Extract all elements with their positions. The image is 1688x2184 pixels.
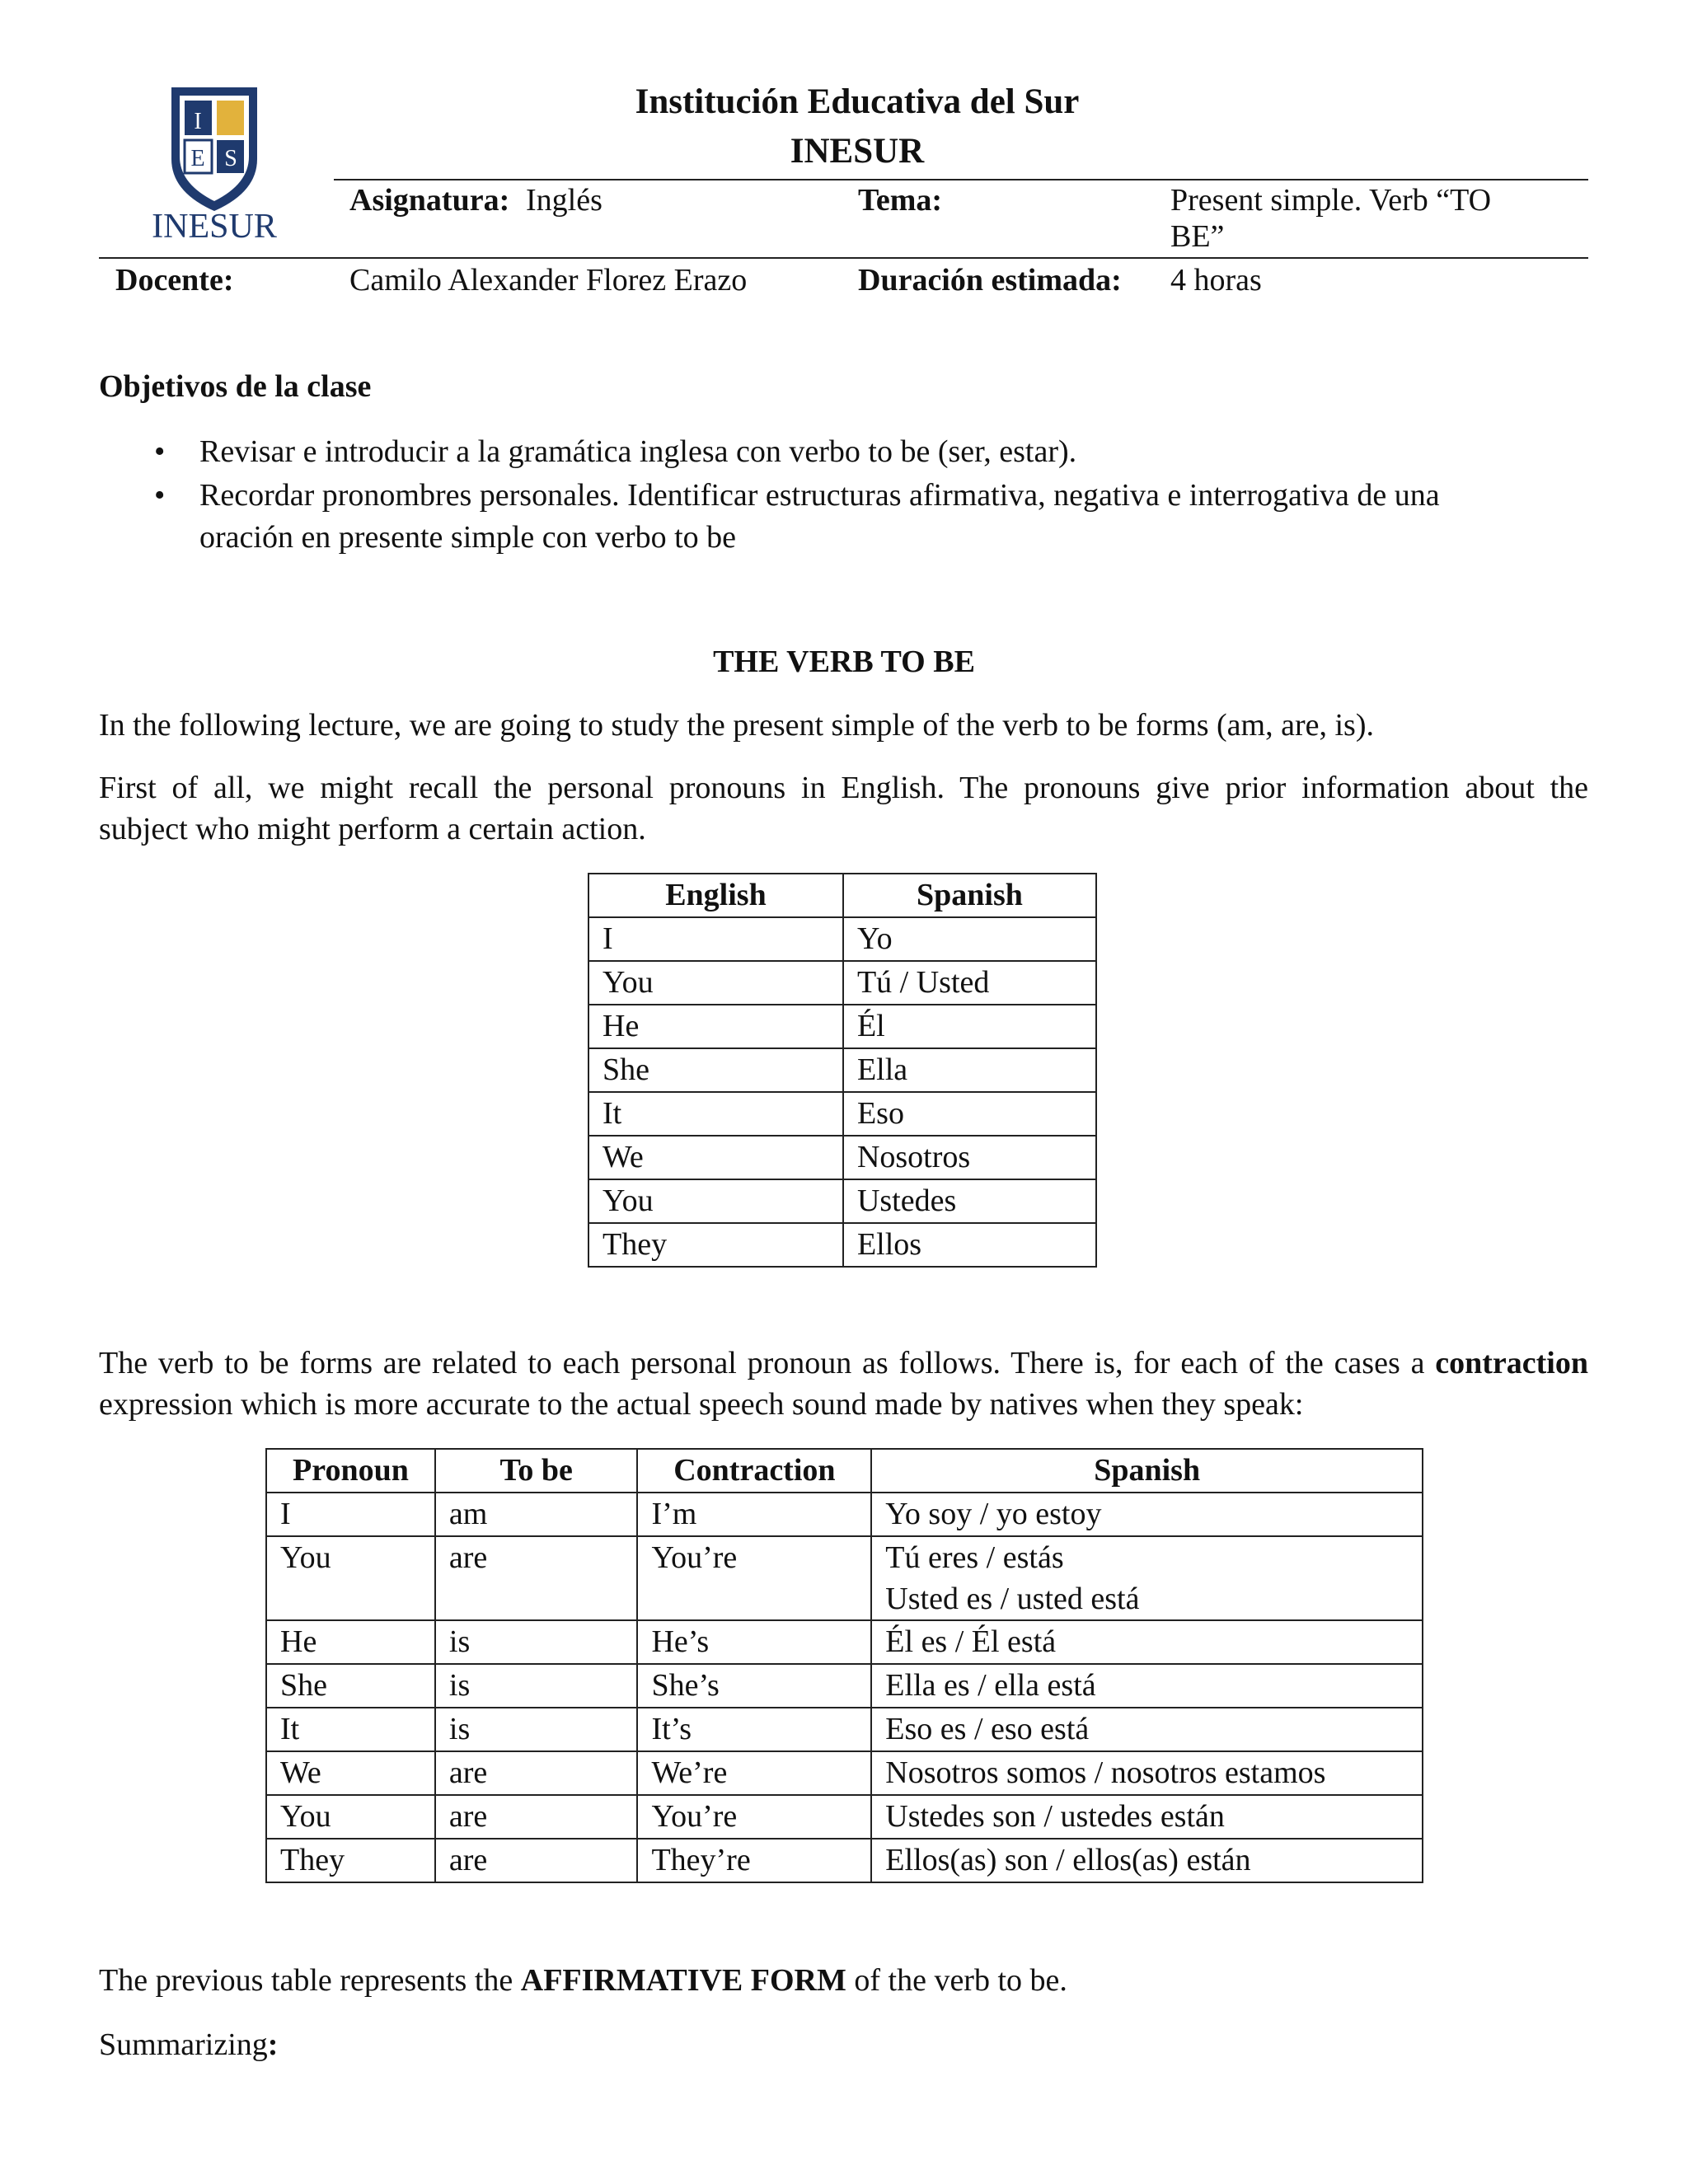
table-cell: is: [435, 1708, 638, 1751]
table-cell: You: [588, 1179, 843, 1223]
institution-name: Institución Educativa del Sur: [635, 82, 1080, 121]
objective-text: Revisar e introducir a la gramática inglesa con verbo to be (ser, estar).: [199, 434, 1077, 469]
topic-label: Tema:: [858, 183, 943, 218]
column-header: Contraction: [637, 1449, 871, 1493]
table-row: [588, 1005, 1096, 1048]
logo-letter-i: I: [194, 109, 202, 134]
table-row: [588, 961, 1096, 1005]
subject-label: Asignatura:: [349, 183, 510, 218]
contraction-emphasis: contraction: [1435, 1346, 1588, 1380]
objectives-list: [99, 431, 1591, 560]
verb-table: [265, 1448, 1423, 1883]
table-cell: Nosotros: [843, 1136, 1096, 1179]
logo-letter-s: S: [224, 146, 237, 171]
affirmative-note-text: The previous table represents the: [99, 1963, 521, 1998]
table-cell: It: [266, 1708, 435, 1751]
objectives-heading: Objetivos de la clase: [99, 369, 372, 404]
table-row: [588, 1136, 1096, 1179]
table-cell: Ella es / ella está: [871, 1664, 1423, 1708]
table-cell: You: [266, 1795, 435, 1839]
table-cell: am: [435, 1493, 638, 1536]
affirmative-note: [99, 1960, 1067, 2001]
table-cell: He’s: [637, 1620, 871, 1664]
table-cell: are: [435, 1795, 638, 1839]
table-cell: Ustedes: [843, 1179, 1096, 1223]
table-cell: It’s: [637, 1708, 871, 1751]
affirmative-emphasis: AFFIRMATIVE FORM: [520, 1963, 846, 1998]
objective-item: [99, 431, 1591, 473]
table-cell: Eso: [843, 1092, 1096, 1136]
table-row: [266, 1493, 1423, 1536]
teacher-value: Camilo Alexander Florez Erazo: [349, 263, 748, 298]
table-row: [588, 1179, 1096, 1223]
objective-item: [99, 475, 1591, 559]
table-cell: Yo: [843, 917, 1096, 961]
column-header: English: [588, 874, 843, 917]
subject-value: Inglés: [526, 183, 603, 218]
table-cell: Ella: [843, 1048, 1096, 1092]
column-header: To be: [435, 1449, 638, 1493]
table-row: [588, 1223, 1096, 1267]
column-header: Spanish: [843, 874, 1096, 917]
table-cell: Eso es / eso está: [871, 1708, 1423, 1751]
pronouns-paragraph-line2: subject who might perform a certain action.: [99, 812, 646, 846]
table-cell: They’re: [637, 1839, 871, 1882]
table-row: [266, 1708, 1423, 1751]
table-cell: are: [435, 1839, 638, 1882]
table-cell: I’m: [637, 1493, 871, 1536]
column-header: Pronoun: [266, 1449, 435, 1493]
shield-logo-icon: [132, 81, 297, 246]
affirmative-note-end: of the verb to be.: [846, 1963, 1067, 1998]
bullet-icon: •: [154, 434, 166, 469]
table-cell: She’s: [637, 1664, 871, 1708]
topic-value-line2: BE”: [1170, 219, 1225, 254]
table-row: [588, 917, 1096, 961]
table-row: [266, 1620, 1423, 1664]
header-rule-bottom: [99, 257, 1588, 259]
table-cell: Tú / Usted: [843, 961, 1096, 1005]
table-cell: Ustedes son / ustedes están: [871, 1795, 1423, 1839]
table-cell: is: [435, 1620, 638, 1664]
table-cell: We’re: [637, 1751, 871, 1795]
section-title: THE VERB TO BE: [713, 644, 975, 679]
table-row: [266, 1751, 1423, 1795]
teacher-label: Docente:: [115, 263, 234, 298]
logo-wordmark: INESUR: [152, 208, 277, 246]
table-cell: You’re: [637, 1536, 871, 1620]
table-cell: She: [266, 1664, 435, 1708]
cell-line: Tú eres / estás: [885, 1540, 1064, 1575]
objective-text-continued: oración en presente simple con verbo to be: [199, 520, 737, 555]
table-cell: Yo soy / yo estoy: [871, 1493, 1423, 1536]
summarizing-text: Summarizing: [99, 2027, 268, 2062]
table-row: [266, 1839, 1423, 1882]
logo: [132, 81, 297, 246]
table-cell: You: [266, 1536, 435, 1620]
pronouns-paragraph: [99, 767, 1588, 850]
logo-letter-e: E: [190, 146, 205, 171]
table-cell: She: [588, 1048, 843, 1092]
table-cell: He: [266, 1620, 435, 1664]
topic-value-line1: Present simple. Verb “TO: [1170, 183, 1492, 218]
contraction-paragraph-line1: [99, 1343, 1588, 1384]
table-cell: They: [588, 1223, 843, 1267]
table-cell: You’re: [637, 1795, 871, 1839]
table-cell: I: [588, 917, 843, 961]
pronouns-paragraph-line1: First of all, we might recall the personal pronouns in English. The pronouns give prior information about the: [99, 771, 1588, 805]
duration-label: Duración estimada:: [858, 263, 1122, 298]
bullet-icon: •: [154, 478, 166, 513]
table-row: [588, 1092, 1096, 1136]
institution-acronym: INESUR: [790, 132, 925, 171]
duration-value: 4 horas: [1170, 263, 1262, 298]
objective-text: Recordar pronombres personales. Identificar estructuras afirmativa, negativa e interrogativa de una: [199, 478, 1440, 513]
table-row: [266, 1664, 1423, 1708]
table-header-row: [266, 1449, 1423, 1493]
summarizing-colon: :: [267, 2027, 279, 2062]
table-cell: You: [588, 961, 843, 1005]
table-cell: They: [266, 1839, 435, 1882]
table-row: [588, 1048, 1096, 1092]
table-cell: Ellos: [843, 1223, 1096, 1267]
intro-paragraph: In the following lecture, we are going to study the present simple of the verb to be forms (am, are, is).: [99, 708, 1374, 743]
table-cell: It: [588, 1092, 843, 1136]
table-cell: are: [435, 1751, 638, 1795]
table-row: [266, 1536, 1423, 1620]
column-header: Spanish: [871, 1449, 1423, 1493]
pronoun-table: [588, 873, 1097, 1268]
table-cell: Él: [843, 1005, 1096, 1048]
cell-line: Usted es / usted está: [885, 1582, 1140, 1616]
table-cell: Nosotros somos / nosotros estamos: [871, 1751, 1423, 1795]
table-cell: Él es / Él está: [871, 1620, 1423, 1664]
table-cell: We: [588, 1136, 843, 1179]
contraction-paragraph: [99, 1343, 1588, 1425]
table-cell: is: [435, 1664, 638, 1708]
table-header-row: [588, 874, 1096, 917]
summarizing-line: [99, 2024, 278, 2065]
table-row: [266, 1795, 1423, 1839]
contraction-paragraph-text: The verb to be forms are related to each personal pronoun as follows. There is, for each of the cases a: [99, 1346, 1436, 1380]
table-cell: He: [588, 1005, 843, 1048]
contraction-paragraph-line2: expression which is more accurate to the actual speech sound made by natives when they speak:: [99, 1387, 1304, 1422]
table-cell: I: [266, 1493, 435, 1536]
table-cell: [871, 1536, 1423, 1620]
table-cell: We: [266, 1751, 435, 1795]
table-cell: Ellos(as) son / ellos(as) están: [871, 1839, 1423, 1882]
table-cell: are: [435, 1536, 638, 1620]
